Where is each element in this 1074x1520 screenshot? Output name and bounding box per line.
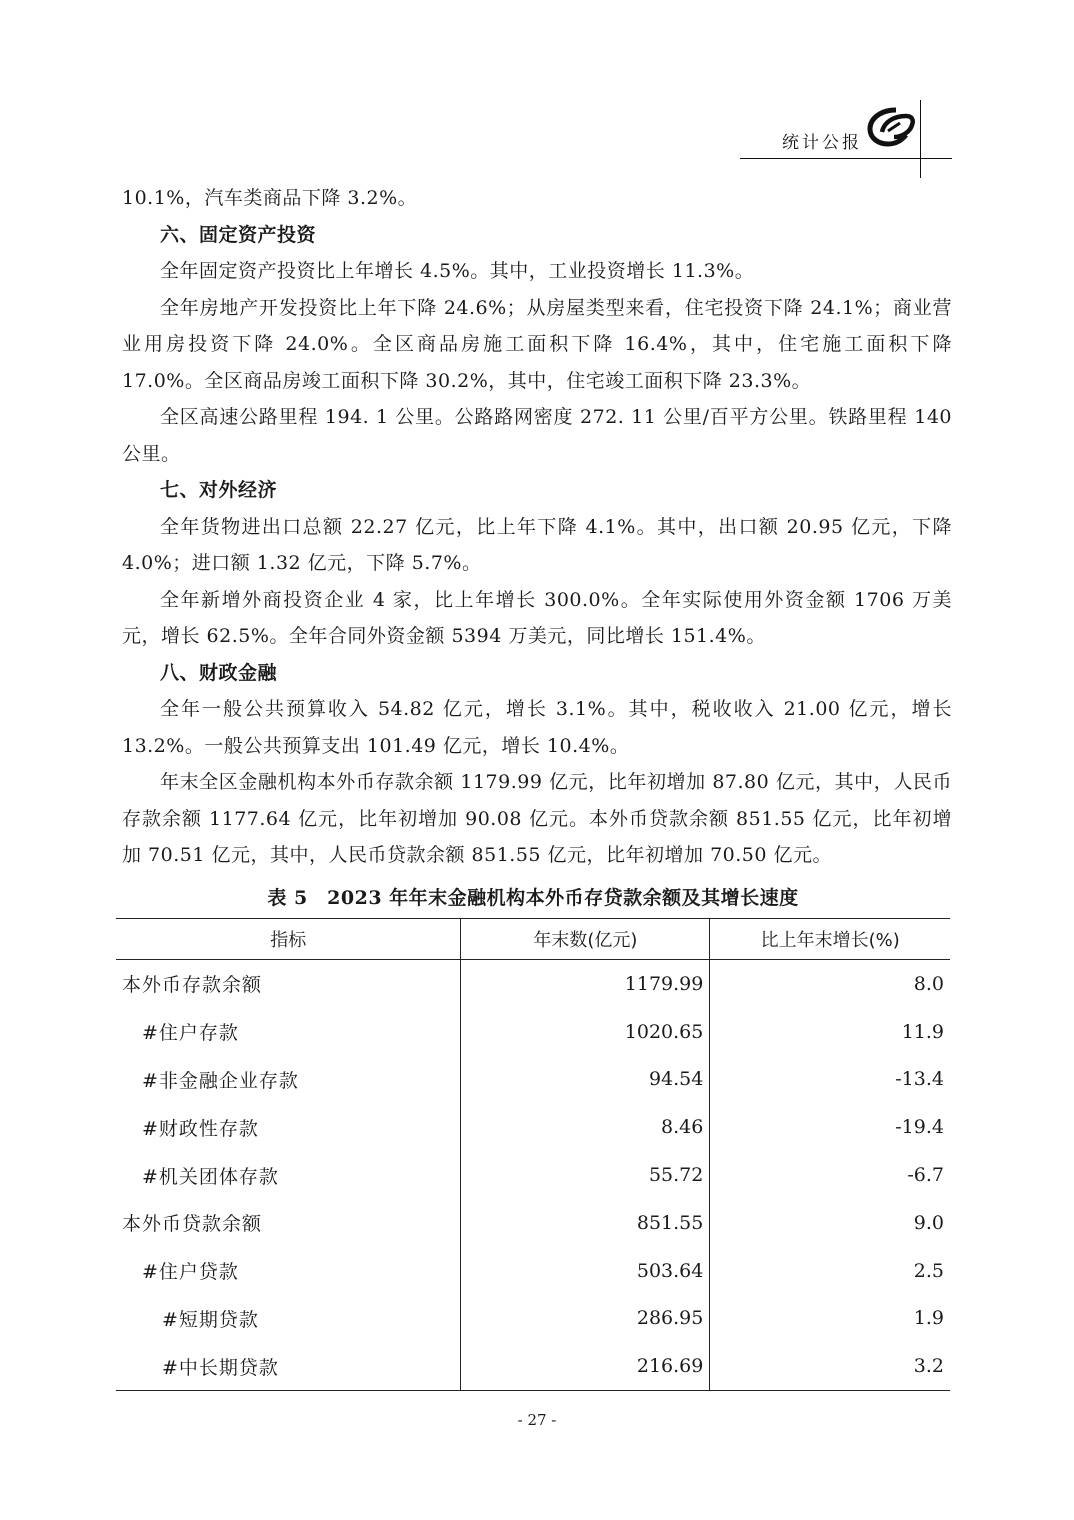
paragraph: 全年房地产开发投资比上年下降 24.6%；从房屋类型来看，住宅投资下降 24.1%；商业营业用房投资下降 24.0%。全区商品房施工面积下降 16.4%，其中，住宅施工面积下降 17.0%。全区商品房竣工面积下降 30.2%，其中，住宅竣工面积下降 23.3%。: [122, 296, 952, 392]
row-name: #机关团体存款: [142, 1165, 279, 1188]
table-row: [116, 1103, 950, 1151]
row-name: #短期贷款: [162, 1308, 259, 1331]
paragraph: 全区高速公路里程 194. 1 公里。公路路网密度 272. 11 公里/百平方公里。铁路里程 140 公里。: [122, 406, 952, 465]
page-number: - 27 -: [517, 1411, 557, 1429]
row-growth: -6.7: [710, 1151, 950, 1199]
column-header-growth: 比上年末增长(%): [710, 919, 950, 960]
row-name: #住户存款: [142, 1022, 239, 1045]
row-value: 216.69: [461, 1342, 710, 1390]
row-name: #住户贷款: [142, 1261, 239, 1284]
row-value: 8.46: [461, 1103, 710, 1151]
paragraph: 全年货物进出口总额 22.27 亿元，比上年下降 4.1%。其中，出口额 20.95 亿元，下降 4.0%；进口额 1.32 亿元，下降 5.7%。: [122, 515, 952, 574]
table-row: [116, 1056, 950, 1104]
row-value: 1020.65: [461, 1008, 710, 1056]
table-row: [116, 1199, 950, 1247]
row-growth: -13.4: [710, 1056, 950, 1104]
header-rule-vertical: [920, 100, 921, 178]
column-header-indicator: 指标: [116, 919, 461, 960]
paragraph: 全年固定资产投资比上年增长 4.5%。其中，工业投资增长 11.3%。: [160, 260, 755, 282]
paragraph: 全年一般公共预算收入 54.82 亿元，增长 3.1%。其中，税收收入 21.00 亿元，增长 13.2%。一般公共预算支出 101.49 亿元，增长 10.4%。: [122, 698, 952, 757]
section-heading: 八、财政金融: [160, 661, 278, 684]
row-value: 1179.99: [461, 960, 710, 1008]
row-value: 503.64: [461, 1247, 710, 1295]
table-row: [116, 1151, 950, 1199]
paragraph: 年末全区金融机构本外币存款余额 1179.99 亿元，比年初增加 87.80 亿元，其中，人民币存款余额 1177.64 亿元，比年初增加 90.08 亿元。本外币贷款余额 851.55 亿元，比年初增加 70.51 亿元，其中，人民币贷款余额 851.55 亿元，比年初增加 70.50 亿元。: [122, 771, 952, 866]
row-growth: 2.5: [710, 1247, 950, 1295]
row-value: 94.54: [461, 1056, 710, 1104]
stats-bulletin-logo-icon: [866, 104, 916, 150]
column-header-year-end: 年末数(亿元): [461, 919, 710, 960]
table-row: [116, 1008, 950, 1056]
table-title: 表 5 2023 年年末金融机构本外币存贷款余额及其增长速度: [267, 887, 799, 909]
row-name: #财政性存款: [142, 1117, 259, 1140]
header-label: 统计公报: [782, 133, 862, 153]
paragraph: 10.1%，汽车类商品下降 3.2%。: [122, 187, 418, 209]
row-growth: 11.9: [710, 1008, 950, 1056]
row-value: 286.95: [461, 1295, 710, 1343]
paragraph: 全年新增外商投资企业 4 家，比上年增长 300.0%。全年实际使用外资金额 1706 万美元，增长 62.5%。全年合同外资金额 5394 万美元，同比增长 151.4%。: [122, 588, 952, 647]
row-name: 本外币贷款余额: [122, 1213, 263, 1236]
row-growth: 8.0: [710, 960, 950, 1008]
table-row: [116, 1295, 950, 1343]
row-value: 851.55: [461, 1199, 710, 1247]
finance-table: [116, 918, 950, 1391]
body-text: [122, 180, 952, 874]
table-row: [116, 1342, 950, 1390]
section-heading: 六、固定资产投资: [160, 223, 317, 246]
table-row: [116, 1247, 950, 1295]
row-growth: 1.9: [710, 1295, 950, 1343]
row-value: 55.72: [461, 1151, 710, 1199]
row-name: #中长期贷款: [116, 1342, 461, 1390]
row-growth: 9.0: [710, 1199, 950, 1247]
section-heading: 七、对外经济: [160, 479, 278, 501]
row-name: #非金融企业存款: [142, 1069, 299, 1092]
row-growth: 3.2: [710, 1342, 950, 1390]
row-name: 本外币存款余额: [122, 974, 263, 997]
table-row: [116, 960, 950, 1008]
row-growth: -19.4: [710, 1103, 950, 1151]
table-header-row: [116, 919, 950, 960]
